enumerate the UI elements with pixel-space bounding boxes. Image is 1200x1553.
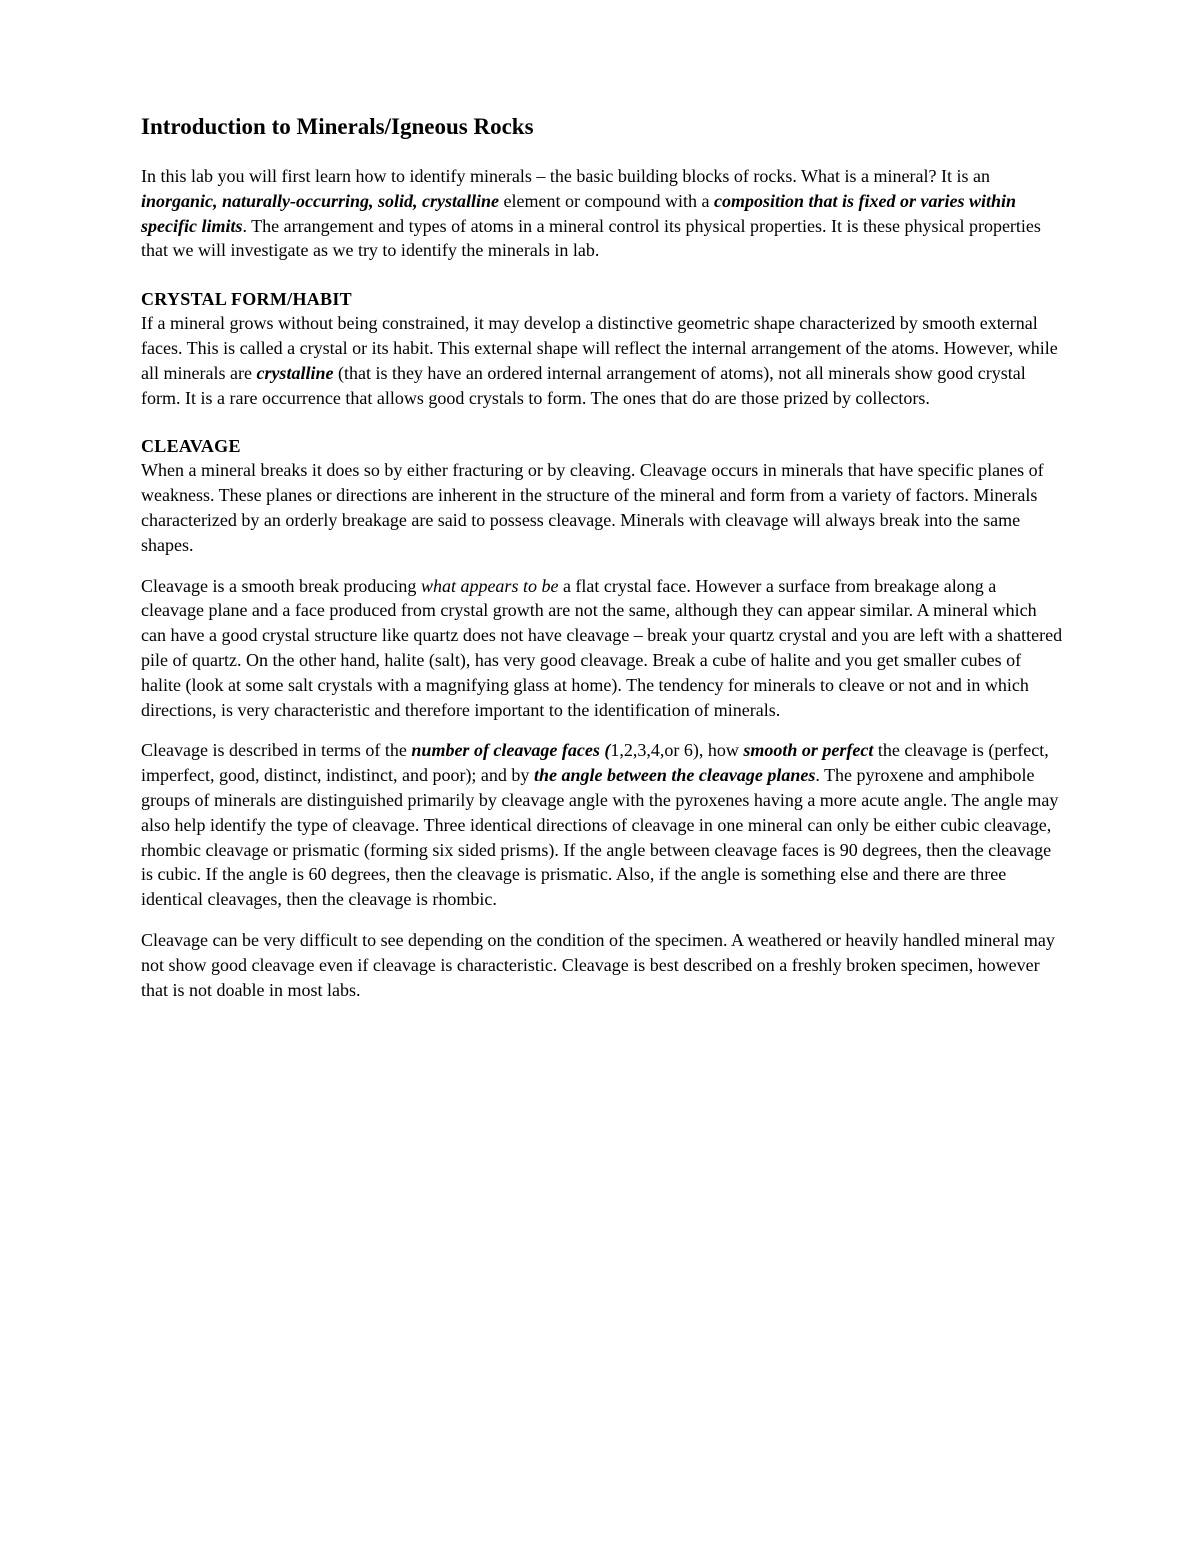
crystal-form-emphasis-1: crystalline — [256, 362, 334, 383]
cleavage-p3-emphasis-1: number of cleavage faces ( — [411, 740, 611, 761]
crystal-form-paragraph — [141, 311, 1063, 410]
intro-emphasis-1: inorganic, naturally-occurring, solid, crystalline — [141, 190, 500, 211]
crystal-form-text-1: If a mineral grows without being constrained, it may develop a distinctive geometric shape characterized by smooth external faces. This is called a crystal or its habit. This external shape will reflect the internal arrangement of the atoms. However, while all minerals are — [141, 313, 1058, 383]
cleavage-p2-italic-1: what appears to be — [420, 575, 559, 596]
intro-paragraph — [141, 164, 1063, 263]
intro-text-3: . The arrangement and types of atoms in a mineral control its physical properties. It is these physical properties that we will investigate as we try to identify the minerals in lab. — [141, 215, 1041, 261]
cleavage-p3-emphasis-3: the angle between the cleavage planes — [533, 765, 816, 786]
cleavage-p3-text-3: the cleavage is (perfect, imperfect, good, distinct, indistinct, and poor); and by — [141, 740, 1049, 786]
cleavage-p3-text-1: Cleavage is described in terms of the — [141, 740, 412, 761]
crystal-form-text-2: (that is they have an ordered internal arrangement of atoms), not all minerals show good crystal form. It is a rare occurrence that allows good crystals to form. The ones that do are those prized by collectors. — [141, 362, 1026, 408]
intro-text-2: element or compound with a — [499, 190, 714, 211]
cleavage-paragraph-1: When a mineral breaks it does so by either fracturing or by cleaving. Cleavage occurs in minerals that have specific planes of weakness. These planes or directions are inherent in the structure of the mineral and form from a variety of factors. Minerals characterized by an orderly breakage are said to possess cleavage. Minerals with cleavage will always break into the same shapes. — [141, 460, 1044, 555]
crystal-form-heading: CRYSTAL FORM/HABIT — [141, 289, 352, 310]
cleavage-p3-emphasis-2: smooth or perfect — [743, 740, 874, 761]
cleavage-p3-text-2: 1,2,3,4,or 6), how — [610, 740, 744, 761]
cleavage-paragraph-3 — [141, 738, 1063, 912]
cleavage-p3-text-4: . The pyroxene and amphibole groups of minerals are distinguished primarily by cleavage angle with the pyroxenes having a more acute angle. The angle may also help identify the type of cleavage. Three identical directions of cleavage in one mineral can only be either cubic cleavage, rhombic cleavage or prismatic (forming six sided prisms). If the angle between cleavage faces is 90 degrees, then the cleavage is cubic. If the angle is 60 degrees, then the cleavage is prismatic. Also, if the angle is something else and there are three identical cleavages, then the cleavage is rhombic. — [141, 765, 1059, 910]
document-page — [141, 112, 1063, 1018]
cleavage-paragraph-2 — [141, 574, 1063, 723]
cleavage-p2-text-2: a flat crystal face. However a surface from breakage along a cleavage plane and a face produced from crystal growth are not the same, although they can appear similar. A mineral which can have a good crystal structure like quartz does not have cleavage – break your quartz crystal and you are left with a shattered pile of quartz. On the other hand, halite (salt), has very good cleavage. Break a cube of halite and you get smaller cubes of halite (look at some salt crystals with a magnifying glass at home). The tendency for minerals to cleave or not and in which directions, is very characteristic and therefore important to the identification of minerals. — [141, 575, 1063, 720]
document-title: Introduction to Minerals/Igneous Rocks — [141, 114, 534, 139]
intro-emphasis-2: composition that is fixed or varies within specific limits — [141, 190, 1017, 236]
cleavage-heading: CLEAVAGE — [141, 436, 241, 457]
cleavage-p2-text-1: Cleavage is a smooth break producing — [141, 575, 421, 596]
cleavage-paragraph-4: Cleavage can be very difficult to see depending on the condition of the specimen. A weathered or heavily handled mineral may not show good cleavage even if cleavage is characteristic. Cleavage is best described on a freshly broken specimen, however that is not doable in most labs. — [141, 929, 1055, 1000]
intro-text-1: In this lab you will first learn how to identify minerals – the basic building blocks of rocks. What is a mineral? It is an — [141, 166, 990, 186]
